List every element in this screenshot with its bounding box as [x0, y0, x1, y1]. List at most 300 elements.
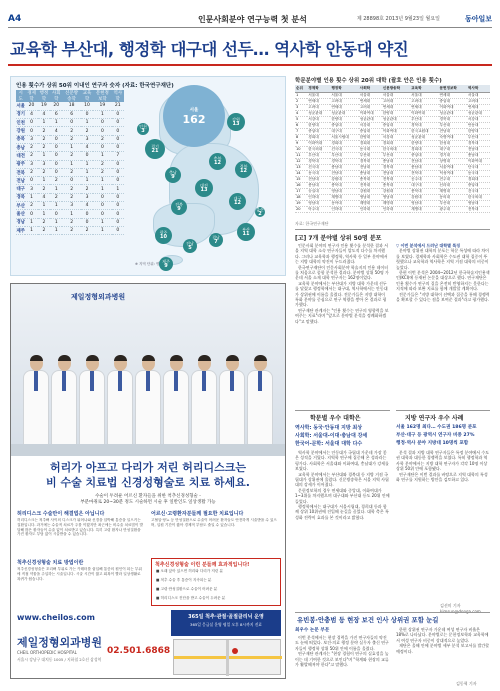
ranking-cell: 대구대 — [330, 128, 358, 134]
stat-cell: 0 — [25, 177, 37, 185]
article2-line-3: 한국어-문학: 서울대 대학 다수 — [295, 441, 363, 447]
ranking-cell: 한양대 — [410, 140, 438, 146]
issue-info: 제 28898호 2013년 9월23일 월요일 — [356, 16, 440, 22]
stat-cell: 1 — [38, 202, 50, 210]
doctor-figure — [163, 356, 189, 446]
article-paragraph: 분야별 상위권 대학의 분포는 학문 특성에 따라 차이를 보였다. 경제학과 사회학은 수도권 대학 집중이 뚜렷했으나 교육학과 역사학은 지역 거점 대학의 비중이 높았다. — [396, 248, 490, 270]
ranking-cell: 충남대 — [330, 164, 358, 170]
map-bubble-region — [137, 123, 149, 135]
stat-cell: 3 — [62, 202, 80, 210]
doctor-hair — [170, 355, 183, 361]
article-paragraph: 연구재단 관계자는 "현장 경험이 연구의 실효성을 높이는 데 기여한 것으로 보인다"며 "학계와 현장의 교류가 활발해져야 한다"고 말했다. — [295, 651, 389, 668]
stat-cell: 2 — [38, 185, 50, 193]
article4-body-col1 — [295, 635, 389, 683]
ranking-cell: 전남대 — [307, 176, 330, 182]
ranking-cell: 2 — [295, 98, 307, 104]
stat-cell: 0 — [50, 160, 62, 168]
table-row — [16, 160, 124, 168]
doctor-hair — [198, 355, 211, 361]
ranking-cell: 안동대 — [467, 122, 490, 128]
stat-cell: 0 — [93, 119, 111, 127]
stat-cell: 2 — [25, 143, 37, 151]
table-row — [16, 127, 124, 135]
doctor-tie — [118, 371, 122, 391]
ranking-cell: 강원대 — [330, 176, 358, 182]
ranking-header-cell: 신문방송학 — [382, 85, 410, 92]
table-row — [16, 110, 124, 118]
map-region-value: 13 — [232, 120, 240, 127]
stat-cell: 4 — [50, 127, 62, 135]
ranking-cell: 충북대 — [330, 182, 358, 188]
ranking-cell: 서울대 — [410, 92, 438, 98]
ranking-cell: 대구대 — [410, 182, 438, 188]
stat-cell: 0 — [112, 127, 124, 135]
stat-cell: 0 — [81, 218, 93, 226]
map-region-label: 경남 — [212, 234, 220, 240]
ranking-cell: 전북대 — [382, 176, 410, 182]
stat-cell: 2 — [62, 193, 80, 201]
ranking-cell: 서울대 — [330, 92, 358, 98]
ranking-cell: 상명대 — [439, 158, 467, 164]
stat-header-cell: 신문방송학 — [62, 90, 80, 102]
ad-column3-text: 고혈압·당뇨 등 만성질환으로 수술이 어려운 환자들도 안전하게 시술받을 수 있으며, 입원 기간이 짧아 경제적 부담도 줄일 수 있습니다. — [151, 518, 277, 527]
stat-cell: 3 — [25, 135, 37, 143]
map-note: ※ 지역 단위: 명 — [135, 262, 160, 266]
stat-cell: 제주 — [16, 226, 25, 234]
ranking-cell: 강원대 — [410, 194, 438, 200]
map-region-label: 부산 — [242, 226, 250, 232]
stat-cell: 2 — [93, 160, 111, 168]
stat-cell: 0 — [25, 127, 37, 135]
doctor-hair — [58, 355, 71, 361]
ad-column3-title: 어르신·고령환자분들께 필요한 치료입니다 — [151, 511, 244, 517]
map-pin-icon — [232, 648, 238, 654]
ranking-cell: 계명대 — [330, 194, 358, 200]
stat-header-cell: 행정학 — [39, 91, 49, 102]
stat-cell: 2 — [62, 218, 80, 226]
ranking-cell: 7 — [295, 128, 307, 134]
ranking-cell: 동아대 — [330, 200, 358, 206]
ranking-cell: 경희대 — [467, 176, 490, 182]
ranking-cell: 고려대 — [467, 98, 490, 104]
stat-cell: 3 — [38, 160, 50, 168]
ad-brand-english: CHEIL ORTHOPEDIC HOSPITAL — [17, 650, 77, 655]
ranking-cell: 건국대 — [467, 188, 490, 194]
table-row — [16, 185, 124, 193]
ranking-cell: 충남대 — [382, 158, 410, 164]
infographic-title: 인용 횟수가 상위 50위 이내인 연구자 숫자 (자료: 한국연구재단) — [16, 83, 174, 89]
ranking-cell: 숙명여대 — [439, 134, 467, 140]
article2-body — [295, 450, 390, 610]
ranking-cell: 경희대 — [307, 134, 330, 140]
table-row — [16, 226, 124, 234]
stat-cell: 2 — [38, 218, 50, 226]
table-row — [16, 202, 124, 210]
stat-cell: 10 — [81, 102, 93, 110]
ranking-cell: 충북대 — [410, 188, 438, 194]
ranking-cell: 영남대 — [410, 200, 438, 206]
stat-cell: 1 — [93, 177, 111, 185]
ranking-cell: 동국대 — [307, 170, 330, 176]
stat-cell: 0 — [93, 127, 111, 135]
table-row — [16, 119, 124, 127]
ranking-cell: 건국대 — [307, 164, 330, 170]
ranking-cell: 서울대 — [359, 92, 382, 98]
ranking-cell: 고려대 — [410, 98, 438, 104]
map-bubble-region — [195, 179, 213, 197]
doctor-tie — [62, 371, 66, 391]
ranking-cell: 중앙대 — [410, 152, 438, 158]
ranking-cell: 경희대 — [382, 140, 410, 146]
ranking-cell: 경북대 — [439, 116, 467, 122]
ad-hours-box — [171, 610, 281, 636]
ranking-cell: 대구대 — [439, 146, 467, 152]
map-bubble-region — [171, 199, 187, 215]
section-title: 인문사회분야 연구능력 첫 분석 — [198, 15, 307, 24]
ranking-cell: 경북대 — [410, 122, 438, 128]
table-row — [16, 135, 124, 143]
ad-doctors-photo — [11, 284, 285, 456]
stat-cell: 0 — [112, 135, 124, 143]
ranking-cell: 부산대 — [439, 122, 467, 128]
map-bubble-region — [209, 153, 226, 170]
ranking-cell: 고려대 — [307, 104, 330, 110]
stat-cell: 2 — [38, 168, 50, 176]
doctor-hair — [114, 355, 127, 361]
article-paragraph: 이번 분석에서는 현장 경력을 가진 연구자들의 약진도 눈에 띄었다. 보건·의료 행정 분야 실무자 출신 연구자들이 행정학 상위 50위 안에 이름을 올렸다. — [295, 635, 389, 651]
article-paragraph: 한편 이번 분석은 2004~2012년 한국학술지인용색인(KCI)에 등재된 논문을 대상으로 했다. 연구재단은 인용 횟수가 연구의 질을 온전히 반영하지는 못한다는 지적에 따라 보완 지표를 함께 개발할 계획이다. — [396, 270, 490, 292]
article-paragraph: 역사학 분야에서는 안동대가 국립대 가운데 가장 좋은 성적을 거뒀다. 지역학 연구에 집중해 온 성과라는 평가다. 사회학은 서울대와 이화여대, 충남대가 강세를 보였다. — [295, 450, 389, 472]
map-region-value: 9 — [164, 262, 168, 269]
ranking-cell: 연세대 — [382, 104, 410, 110]
stat-header-cell: 문헌정보학 — [93, 90, 111, 102]
map-region-label: 충북 — [213, 156, 222, 161]
divider — [295, 410, 390, 411]
stat-cell: 2 — [81, 127, 93, 135]
stat-cell: 0 — [50, 168, 62, 176]
ranking-cell: 연세대 — [330, 104, 358, 110]
map-region-value: 3 — [141, 127, 145, 134]
ranking-cell: 8 — [295, 134, 307, 140]
article2-subhead: 학문별 우수 대학은 — [310, 415, 361, 422]
ranking-cell: 충남대 — [410, 164, 438, 170]
ranking-cell: 영남대 — [330, 188, 358, 194]
ranking-cell: 성균관대 — [330, 110, 358, 116]
ranking-cell: 단국대 — [467, 164, 490, 170]
map-bubble-region — [155, 227, 172, 244]
ranking-cell: 아주대 — [307, 206, 330, 212]
ranking-cell: 성균관대 — [410, 134, 438, 140]
stat-cell: 1 — [25, 218, 37, 226]
article3-line-2: 부산·대구 등 광역시 연구자 비중 27% — [396, 433, 475, 438]
ranking-cell: 충남대 — [307, 182, 330, 188]
stat-cell: 19 — [38, 102, 50, 110]
ranking-cell: 연세대 — [439, 92, 467, 98]
ad-site[interactable]: www.cheilos.com — [17, 613, 95, 622]
map-region-value: 12 — [234, 200, 241, 206]
doctor-tie — [258, 371, 262, 391]
ranking-cell: 성균관대 — [467, 110, 490, 116]
stat-cell: 4 — [38, 193, 50, 201]
stat-cell: 0 — [112, 226, 124, 234]
stat-cell: 2 — [50, 193, 62, 201]
ranking-cell: 경북대 — [467, 140, 490, 146]
ranking-cell: 강원대 — [359, 188, 382, 194]
stat-cell: 0 — [112, 202, 124, 210]
stat-cell: 0 — [93, 210, 111, 218]
region-stat-table — [16, 90, 124, 235]
ranking-cell: 한양대 — [330, 116, 358, 122]
stat-cell: 2 — [38, 143, 50, 151]
map-region-value: 11 — [242, 230, 250, 237]
article-paragraph: 행정학에서는 대구대가 서울시립대, 경희대 등과 함께 상위 10위권에 진입해 눈길을 끌었다. 대학 측은 특성화 전략이 효과를 본 것이라고 밝혔다. — [295, 504, 389, 520]
ranking-cell: 한양대 — [467, 128, 490, 134]
stat-cell: 1 — [38, 119, 50, 127]
article-paragraph: 한편 상위권 연구자 가운데 여성 연구자 비율은 18%로 나타났다. 분야별로는 문헌정보학과 교육학에서 여성 연구자 비중이 상대적으로 높았다. — [396, 627, 489, 643]
map-region-value: 9 — [177, 205, 181, 212]
map-bubble-region — [209, 233, 223, 247]
stat-cell: 0 — [50, 135, 62, 143]
ranking-cell: 성균관대 — [439, 110, 467, 116]
ad-phone-number[interactable]: 02.501.6868 — [107, 646, 171, 656]
ranking-cell: 17 — [295, 188, 307, 194]
article4-body-col2 — [396, 627, 490, 677]
stat-cell: 대전 — [16, 152, 25, 160]
ranking-cell: 한양대 — [359, 134, 382, 140]
ranking-cell: 15 — [295, 176, 307, 182]
map-bubble-region — [183, 239, 197, 253]
ranking-cell: 영남대 — [307, 200, 330, 206]
ranking-cell: 연세대 — [467, 104, 490, 110]
article1-kicker: ▽ 이번 분석에서 드러난 대학별 특징 — [396, 243, 461, 248]
map-region-value: 12 — [240, 168, 247, 174]
stat-header-cell: 경제학 — [27, 91, 36, 102]
stat-cell: 2 — [81, 226, 93, 234]
stat-cell: 6 — [62, 110, 80, 118]
ranking-cell: 4 — [295, 110, 307, 116]
ad-subcopy-line-1: 수술이 두려운 어르신 환자들을 위한 척추신경성형술 - — [95, 494, 201, 499]
doctor-hair — [30, 355, 43, 361]
stat-cell: 울산 — [16, 210, 25, 218]
stat-cell: 2 — [25, 152, 37, 160]
ranking-cell: 이화여대 — [382, 128, 410, 134]
ranking-cell: 19 — [295, 200, 307, 206]
stat-cell: 3 — [25, 160, 37, 168]
ad-slogan-line-2: 비 수술 치료법 신경성형술로 치료 하세요. — [46, 476, 250, 489]
stat-cell: 0 — [50, 210, 62, 218]
map-region-label: 충남 — [169, 169, 177, 175]
hospital-advertisement — [10, 283, 286, 679]
stat-cell: 전북 — [16, 168, 25, 176]
ranking-cell: 인하대 — [359, 206, 382, 212]
stat-cell: 1 — [50, 226, 62, 234]
article2-line-1: 역사학: 동국·안동대 지방 최상 — [295, 425, 363, 431]
ad-slogan-line-1: 허리가 아프고 다리가 저린 허리디스크는 — [50, 461, 246, 474]
table-row — [16, 177, 124, 185]
stat-cell: 1 — [62, 210, 80, 218]
ranking-cell: 고려대 — [382, 98, 410, 104]
ranking-cell: 9 — [295, 140, 307, 146]
doctor-figure — [23, 356, 49, 446]
ranking-cell: 성균관대 — [382, 116, 410, 122]
article2-line-2: 사회학: 서울대-이대·충남대 강세 — [295, 433, 368, 439]
stat-cell: 1 — [25, 193, 37, 201]
map-region-label: 전남 — [186, 240, 194, 246]
divider — [396, 410, 490, 411]
stat-cell: 1 — [81, 119, 93, 127]
ranking-cell: 경희대 — [359, 140, 382, 146]
map-seoul-value: 162 — [182, 112, 206, 126]
table-row — [295, 206, 490, 212]
article4-left-title: 최우수 논문 부문 — [295, 628, 330, 633]
ranking-cell: 부산대 — [359, 152, 382, 158]
ranking-cell: 영남대 — [467, 200, 490, 206]
ranking-cell: 서울대 — [467, 92, 490, 98]
ad-photo-floor — [11, 444, 285, 456]
map-region-label: 대전 — [200, 182, 208, 188]
stat-cell: 3 — [81, 135, 93, 143]
ranking-cell: 이화여대 — [307, 140, 330, 146]
map-region-label: 울산 — [256, 206, 264, 212]
ranking-cell: 영남대 — [382, 194, 410, 200]
doctor-tie — [90, 371, 94, 391]
stat-cell: 3 — [81, 193, 93, 201]
ad-subcopy-line-2: 부분마취로 20~30분 정도 시술하면 시술 후 일반인도 일상생활 가능 — [80, 500, 216, 505]
article3-byline: 김선미 기자 — [440, 603, 461, 608]
map-region-value: 10 — [160, 234, 167, 240]
map-region-value: 12 — [214, 160, 221, 166]
stat-cell: 1 — [50, 119, 62, 127]
article3-line-1: 서울 162명 최다… 수도권 186명 분포 — [396, 425, 477, 430]
map-bubble-region — [165, 167, 181, 183]
ranking-header-cell: 문헌정보학 — [439, 85, 467, 92]
stat-header-cell: 시도 — [16, 90, 25, 102]
ranking-cell: 중앙대 — [467, 182, 490, 188]
map-road — [226, 640, 229, 676]
stat-cell: 6 — [50, 110, 62, 118]
ranking-cell: 11 — [295, 152, 307, 158]
ranking-header-cell: 교육학 — [410, 85, 438, 92]
ranking-cell: 한국외대 — [307, 146, 330, 152]
doctor-figure — [219, 356, 245, 446]
doctor-figure — [191, 356, 217, 446]
stat-cell: 18 — [62, 102, 80, 110]
ranking-cell: 한성대 — [439, 140, 467, 146]
map-region-label: 제주 — [162, 258, 170, 264]
stat-cell: 경기 — [16, 110, 25, 118]
ranking-cell: 계명대 — [359, 200, 382, 206]
ranking-cell: 부산대 — [467, 134, 490, 140]
stat-cell: 1 — [112, 185, 124, 193]
ranking-cell: 3 — [295, 104, 307, 110]
stat-cell: 경북 — [16, 193, 25, 201]
ranking-cell: 16 — [295, 182, 307, 188]
stat-cell: 2 — [62, 152, 80, 160]
stat-cell: 1 — [62, 143, 80, 151]
stat-header-cell: 사회학 — [51, 91, 61, 102]
map-region-value: 9 — [171, 173, 175, 180]
ranking-header-cell: 경제학 — [307, 85, 330, 92]
ad-effect-item: ■ 고령·만성질환으로 수술이 어려운 분 — [156, 587, 218, 591]
stat-cell: 1 — [50, 185, 62, 193]
ranking-header-cell: 사회학 — [359, 85, 382, 92]
ranking-cell: 전남대 — [382, 170, 410, 176]
stat-cell: 0 — [81, 110, 93, 118]
stat-cell: 2 — [38, 127, 50, 135]
ranking-cell: 계명대 — [439, 188, 467, 194]
stat-cell: 0 — [50, 143, 62, 151]
stat-cell: 0 — [93, 143, 111, 151]
ranking-cell: 고려대 — [330, 98, 358, 104]
stat-cell: 2 — [93, 168, 111, 176]
stat-cell: 1 — [81, 168, 93, 176]
stat-cell: 1 — [81, 160, 93, 168]
stat-cell: 2 — [38, 226, 50, 234]
ad-effect-box — [151, 558, 281, 606]
ranking-cell: 전북대 — [410, 170, 438, 176]
map-region-label: 대구 — [233, 196, 242, 201]
ranking-cell: 성균관대 — [307, 110, 330, 116]
map-bubble-region — [255, 207, 265, 217]
ranking-cell: 동국대 — [359, 146, 382, 152]
stat-cell: 경남 — [16, 218, 25, 226]
ranking-cell: 중앙대 — [359, 128, 382, 134]
stat-cell: 3 — [25, 185, 37, 193]
map-region-value: 13 — [200, 186, 208, 193]
ranking-cell: 경희대 — [410, 146, 438, 152]
ranking-cell: 공주대 — [410, 176, 438, 182]
ranking-cell: 경북대 — [307, 158, 330, 164]
stat-cell: 대구 — [16, 185, 25, 193]
ranking-cell: 경기대 — [439, 152, 467, 158]
stat-cell: 4 — [81, 143, 93, 151]
ranking-cell: 계명대 — [410, 206, 438, 212]
ad-address: 서울시 강남구 대치동 1005 / 지하철 2호선 삼성역 — [17, 657, 102, 662]
article4-byline: 김동혁 기자 — [456, 681, 477, 686]
article-paragraph: 연구재단은 이번 결과를 바탕으로 지역 대학의 특성화 연구를 지원하는 방안을 검토하고 있다. — [396, 471, 488, 483]
ranking-cell: 중앙대 — [330, 122, 358, 128]
stat-cell: 19 — [93, 102, 111, 110]
ranking-cell: 서강대 — [359, 122, 382, 128]
ad-slogan — [11, 460, 285, 490]
ad-column1-text: 허리디스크는 척추뼈 사이의 디스크가 튀어나와 신경을 압박해 통증을 일으키는 질환입니다. 과거에는 수술적 치료가 주를 이뤘지만 최근에는 비수술 치료법이 발달해 많은 환자들이 수술 없이 치료받고 있습니다. 특히 고령 환자나 만성질환을 가진 환자도 부담 없이 시술받을 수 있습니다. — [17, 518, 143, 537]
ranking-cell: 전남대 — [410, 158, 438, 164]
stat-cell: 0 — [81, 152, 93, 160]
infographic — [10, 76, 286, 276]
ad-brand-name: 제일정형외과병원 — [17, 636, 103, 649]
ranking-cell: 전남대 — [330, 170, 358, 176]
map-region-label: 인천 — [139, 123, 147, 129]
stat-cell: 0 — [112, 218, 124, 226]
doctor-figure — [135, 356, 161, 446]
stat-cell: 0 — [112, 119, 124, 127]
stat-cell: 7 — [112, 152, 124, 160]
ad-effect-item: ■ 허리디스크 진단을 받고 수술이 두려운 분 — [156, 596, 226, 600]
stat-cell: 0 — [112, 110, 124, 118]
doctor-tie — [230, 371, 234, 391]
stat-cell: 0 — [25, 119, 37, 127]
ranking-cell: 한국교원대 — [410, 128, 438, 134]
stat-header-cell: 교육학 — [82, 91, 92, 102]
stat-cell: 0 — [112, 143, 124, 151]
ranking-cell: 한국외대 — [382, 146, 410, 152]
stat-cell: 인천 — [16, 119, 25, 127]
stat-cell: 0 — [112, 160, 124, 168]
stat-cell: 0 — [112, 168, 124, 176]
ranking-cell: 부산대 — [382, 152, 410, 158]
map-bubble-region — [229, 193, 246, 210]
doctor-tie — [146, 371, 150, 391]
